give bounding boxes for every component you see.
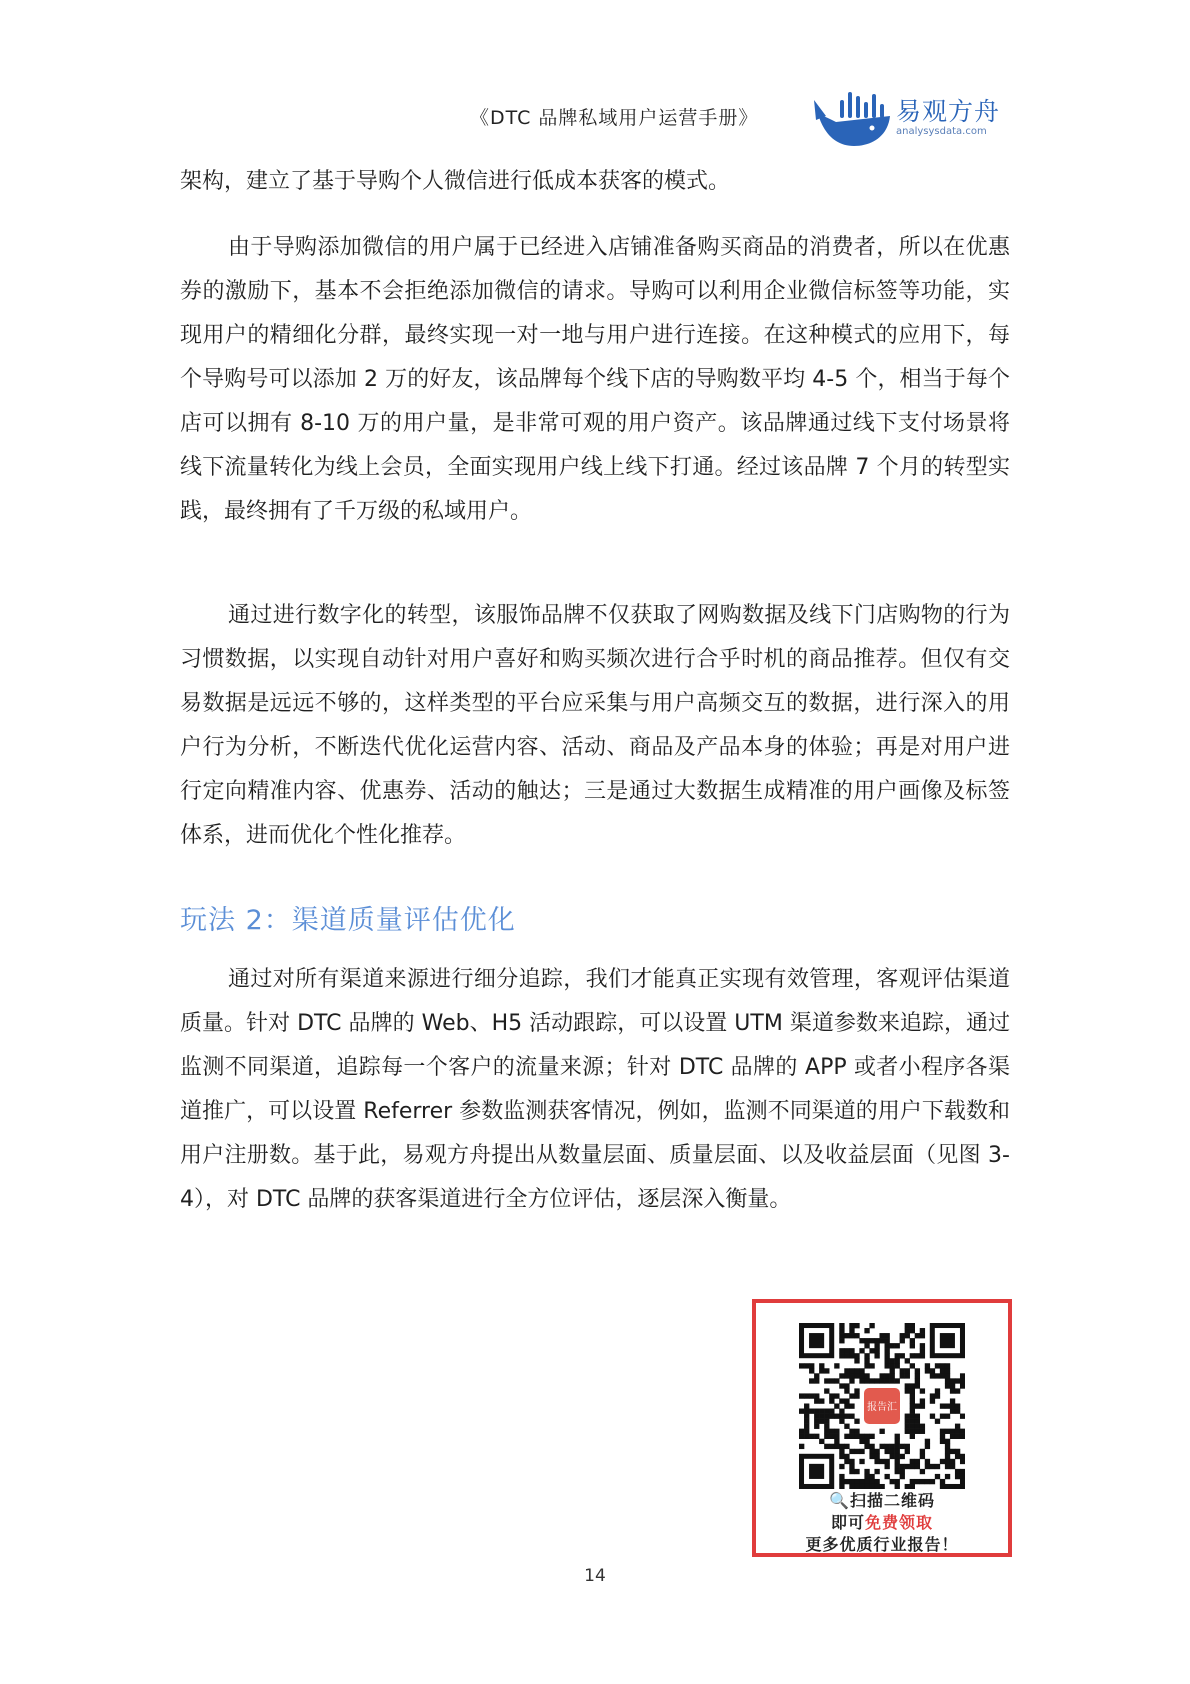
- qr-promo-box: [752, 1299, 1012, 1557]
- brand-logo: [814, 86, 1004, 152]
- qr-caption-more: 更多优质行业报告！: [805, 1535, 959, 1554]
- qr-caption-free: 即可免费领取: [830, 1513, 934, 1532]
- qr-code[interactable]: [799, 1323, 965, 1489]
- logo-name: 易观方舟: [896, 97, 1001, 126]
- whale-bars-logo-icon: [814, 86, 896, 152]
- section-heading: 玩法 2：渠道质量评估优化: [180, 905, 516, 936]
- report-badge-label: 报告汇: [867, 1402, 897, 1413]
- paragraph-continued: 架构，建立了基于导购个人微信进行低成本获客的模式。: [180, 169, 731, 194]
- paragraph-guide-wechat: 由于导购添加微信的用户属于已经进入店铺准备购买商品的消费者，所以在优惠券的激励下，基本不会拒绝添加微信的请求。导购可以利用企业微信标签等功能，实现用户的精细化分群，最终实现一对一地与用户进行连接。在这种模式的应用下，每个导购号可以添加 2 万的好友，该品牌每个线下店的导购数平均 4-5 个，相当于每个店可以拥有 8-10 万的用户量，是非常可观的用户资产。该品牌通过线下支付场景将线下流量转化为线上会员，全面实现用户线上线下打通。经过该品牌 7 个月的转型实践，最终拥有了千万级的私域用户。: [180, 235, 1010, 524]
- qr-caption-scan: 🔍扫描二维码: [829, 1491, 935, 1510]
- document-title: 《DTC 品牌私域用户运营手册》: [470, 107, 759, 129]
- magnifier-icon: 🔍: [829, 1491, 850, 1510]
- logo-domain: analysysdata.com: [896, 126, 987, 137]
- page-number: 14: [584, 1566, 606, 1586]
- paragraph-digital-transformation: 通过进行数字化的转型，该服饰品牌不仅获取了网购数据及线下门店购物的行为习惯数据，以实现自动针对用户喜好和购买频次进行合乎时机的商品推荐。但仅有交易数据是远远不够的，这样类型的平台应采集与用户高频交互的数据，进行深入的用户行为分析，不断迭代优化运营内容、活动、商品及产品本身的体验；再是对用户进行定向精准内容、优惠券、活动的触达；三是通过大数据生成精准的用户画像及标签体系，进而优化个性化推荐。: [180, 603, 1010, 848]
- paragraph-channel-tracking: 通过对所有渠道来源进行细分追踪，我们才能真正实现有效管理，客观评估渠道质量。针对 DTC 品牌的 Web、H5 活动跟踪，可以设置 UTM 渠道参数来追踪，通过监测不同渠道，追踪每一个客户的流量来源；针对 DTC 品牌的 APP 或者小程序各渠道推广，可以设置 Referrer 参数监测获客情况，例如，监测不同渠道的用户下载数和用户注册数。基于此，易观方舟提出从数量层面、质量层面、以及收益层面（见图 3-4），对 DTC 品牌的获客渠道进行全方位评估，逐层深入衡量。: [180, 967, 1010, 1212]
